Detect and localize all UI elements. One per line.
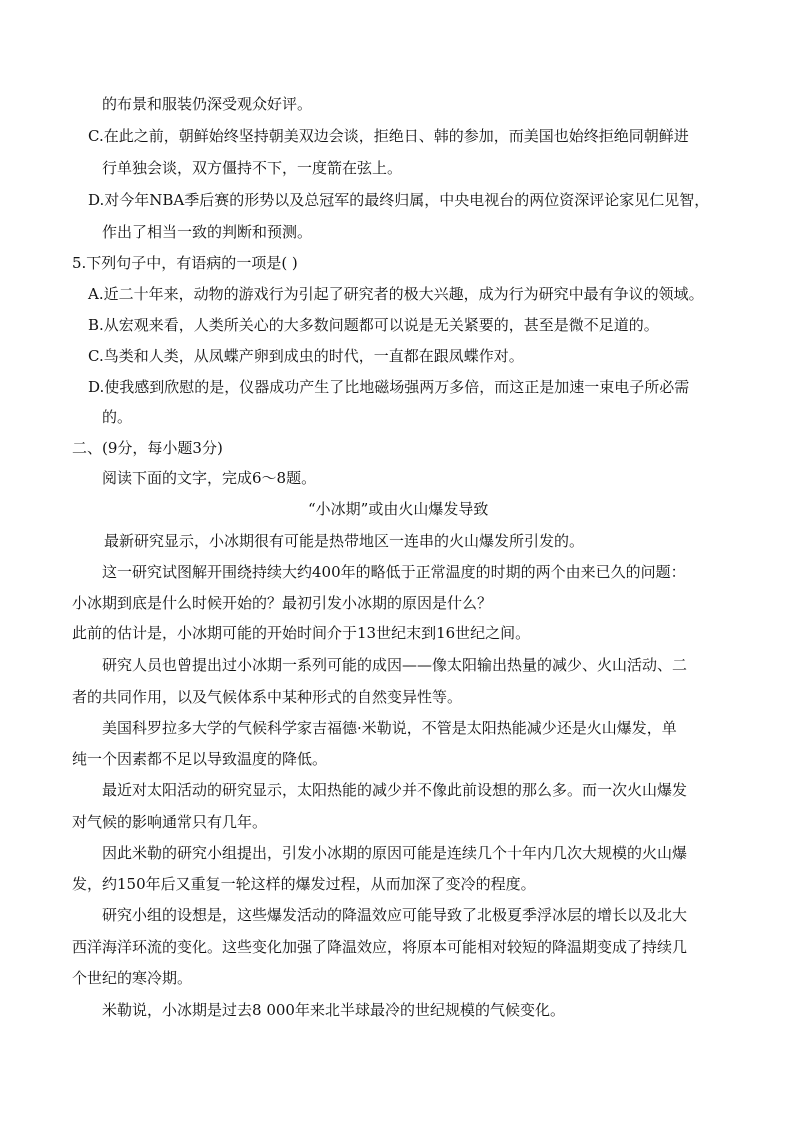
q5-option-a: A.近二十年来，动物的游戏行为引起了研究者的极大兴趣，成为行为研究中最有争议的领域。 [88,285,704,303]
article-paragraph-8-line3: 个世纪的寒冷期。 [72,969,193,987]
article-paragraph-8-line1: 研究小组的设想是，这些爆发活动的降温效应可能导致了北极夏季浮冰层的增长以及北大 [102,906,688,924]
q4-option-b-tail: 的布景和服装仍深受观众好评。 [102,95,313,113]
q5-option-d-line2: 的。 [102,408,133,426]
q4-option-c-line2: 行单独会谈，双方僵持不下，一度箭在弦上。 [102,159,403,177]
article-paragraph-8-line2: 西洋海洋环流的变化。这些变化加强了降温效应，将原本可能相对较短的降温期变成了持续几 [72,938,688,956]
q4-option-d-line1: D.对今年NBA季后赛的形势以及总冠军的最终归属，中央电视台的两位资深评论家见仁见智， [88,191,710,209]
q4-option-d-line2: 作出了相当一致的判断和预测。 [102,223,313,241]
q5-option-d-line1: D.使我感到欣慰的是，仪器成功产生了比地磁场强两万多倍，而这正是加速一束电子所必需 [88,378,690,396]
article-paragraph-2-line2: 小冰期到底是什么时候开始的？最初引发小冰期的原因是什么？ [72,594,493,612]
article-paragraph-7-line1: 因此米勒的研究小组提出，引发小冰期的原因可能是连续几个十年内几次大规模的火山爆 [102,844,688,862]
reading-instruction: 阅读下面的文字，完成6～8题。 [102,469,317,487]
article-paragraph-2-line1: 这一研究试图解开围绕持续大约400年的略低于正常温度的时期的两个由来已久的问题： [102,563,686,581]
q5-option-b: B.从宏观来看，人类所关心的大多数问题都可以说是无关紧要的，甚至是微不足道的。 [88,316,659,334]
article-paragraph-3: 此前的估计是，小冰期可能的开始时间介于13世纪末到16世纪之间。 [72,624,531,642]
q5-option-c: C.鸟类和人类，从凤蝶产卵到成虫的时代，一直都在跟凤蝶作对。 [88,347,524,365]
article-paragraph-7-line2: 发，约150年后又重复一轮这样的爆发过程，从而加深了变冷的程度。 [72,875,536,893]
article-paragraph-6-line1: 最近对太阳活动的研究显示，太阳热能的减少并不像此前设想的那么多。而一次火山爆发 [102,781,688,799]
article-paragraph-4-line2: 者的共同作用，以及气候体系中某种形式的自然变异性等。 [72,688,463,706]
section-heading: 二、(9分，每小题3分) [72,439,223,457]
article-paragraph-5-line1: 美国科罗拉多大学的气候科学家吉福德·米勒说，不管是太阳热能减少还是火山爆发，单 [102,719,677,737]
article-paragraph-9: 米勒说，小冰期是过去8 000年来北半球最冷的世纪规模的气候变化。 [102,1001,565,1019]
article-paragraph-6-line2: 对气候的影响通常只有几年。 [72,813,268,831]
q5-stem: 5.下列句子中，有语病的一项是( ) [72,254,298,272]
article-paragraph-1: 最新研究显示，小冰期很有可能是热带地区一连串的火山爆发所引发的。 [104,532,585,550]
q4-option-c-line1: C.在此之前，朝鲜始终坚持朝美双边会谈，拒绝日、韩的参加，而美国也始终拒绝同朝鲜进 [88,127,689,145]
article-paragraph-5-line2: 纯一个因素都不足以导致温度的降低。 [72,750,328,768]
article-title: “小冰期”或由火山爆发导致 [308,500,489,518]
article-paragraph-4-line1: 研究人员也曾提出过小冰期一系列可能的成因——像太阳输出热量的减少、火山活动、二 [102,656,688,674]
